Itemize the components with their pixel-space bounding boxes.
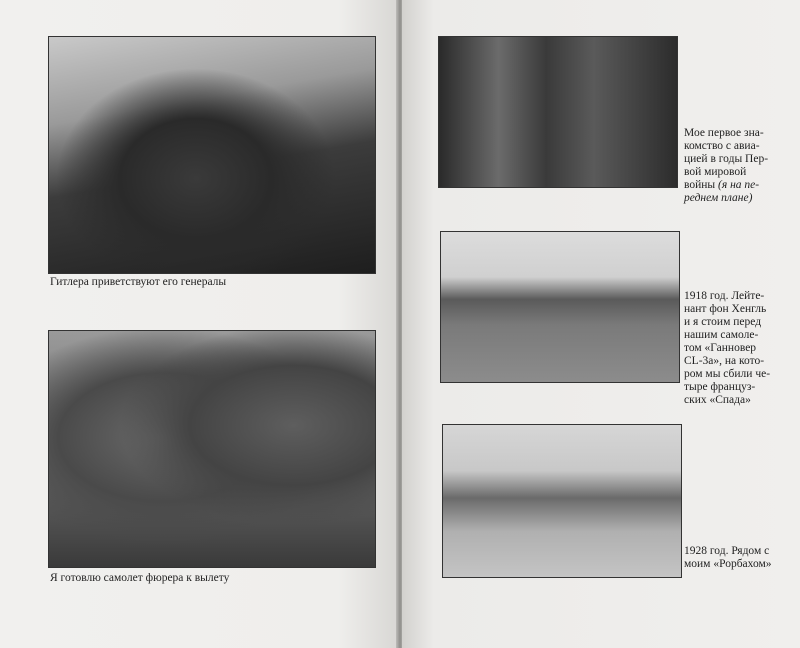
caption-italic: реднем плане) [684, 192, 753, 204]
photo-fuhrer-aircraft [48, 330, 376, 568]
photo-hannover-plane [440, 231, 680, 383]
caption-line: том «Ганновер [684, 342, 757, 354]
photo-ww1-aviation [438, 36, 678, 188]
photo-caption [684, 545, 794, 571]
photo-caption: Гитлера приветствуют его генералы [50, 276, 227, 288]
caption-line: тыре француз- [684, 381, 756, 393]
photo-caption [684, 127, 794, 205]
caption-line: нант фон Хенгль [684, 303, 767, 315]
caption-line: нашим самоле- [684, 329, 759, 341]
caption-line: 1928 год. Рядом с [684, 545, 770, 557]
caption-line: Мое первое зна- [684, 127, 764, 139]
caption-line: ром мы сбили че- [684, 368, 771, 380]
photo-caption: Я готовлю самолет фюрера к вылету [50, 572, 230, 584]
caption-line: 1918 год. Лейте- [684, 290, 765, 302]
caption-line: комство с авиа- [684, 140, 760, 152]
caption-italic: (я на пе- [718, 179, 760, 191]
photo-rohrbach-biplane [442, 424, 682, 578]
left-page [0, 0, 398, 648]
caption-line: войны [684, 179, 719, 191]
caption-line: ских «Спада» [684, 394, 751, 406]
caption-line: моим «Рорбахом» [684, 558, 772, 570]
caption-line: вой мировой [684, 166, 747, 178]
photo-caption [684, 290, 794, 407]
caption-line: и я стоим перед [684, 316, 762, 328]
caption-line: цией в годы Пер- [684, 153, 769, 165]
caption-line: CL-3а», на кото- [684, 355, 765, 367]
photo-hitler-generals [48, 36, 376, 274]
